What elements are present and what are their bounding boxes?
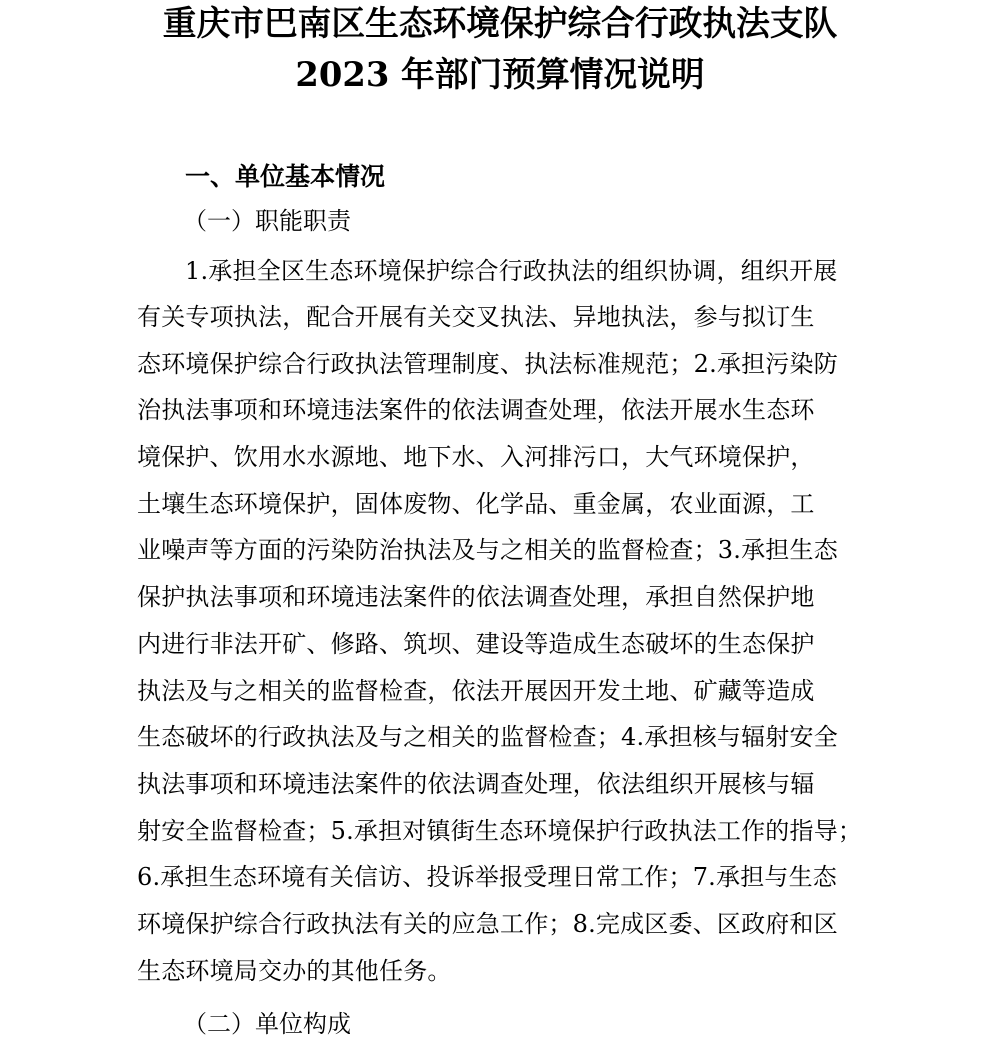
body-line: 1.承担全区生态环境保护综合行政执法的组织协调，组织开展 [185,257,838,285]
body-line: 土壤生态环境保护，固体废物、化学品、重金属，农业面源，工 [137,490,815,518]
body-line: 6.承担生态环境有关信访、投诉举报受理日常工作；7.承担与生态 [137,863,837,891]
body-line: 执法及与之相关的监督检查，依法开展因开发土地、矿藏等造成 [137,677,815,705]
body-line: 业噪声等方面的污染防治执法及与之相关的监督检查；3.承担生态 [137,536,838,564]
document-title-line-2: 2023 年部门预算情况说明 [295,55,705,95]
document-title-line-1: 重庆市巴南区生态环境保护综合行政执法支队 [162,4,838,44]
body-line: 境保护、饮用水水源地、地下水、入河排污口，大气环境保护， [137,443,815,471]
body-line: 生态环境局交办的其他任务。 [137,957,452,985]
section-heading-basic-info: 一、单位基本情况 [185,162,386,191]
body-line: 态环境保护综合行政执法管理制度、执法标准规范；2.承担污染防 [137,350,838,378]
body-line: 有关专项执法，配合开展有关交叉执法、异地执法，参与拟订生 [137,303,815,331]
body-line: 内进行非法开矿、修路、筑坝、建设等造成生态破坏的生态保护 [137,630,815,658]
subsection-heading-composition: （二）单位构成 [183,1010,351,1038]
body-line: 生态破坏的行政执法及与之相关的监督检查；4.承担核与辐射安全 [137,723,838,751]
body-line: 环境保护综合行政执法有关的应急工作；8.完成区委、区政府和区 [137,910,838,938]
body-line: 保护执法事项和环境违法案件的依法调查处理，承担自然保护地 [137,583,815,611]
body-line: 射安全监督检查；5.承担对镇街生态环境保护行政执法工作的指导； [137,817,863,845]
subsection-heading-functions: （一）职能职责 [183,207,351,235]
body-line: 治执法事项和环境违法案件的依法调查处理，依法开展水生态环 [137,396,815,424]
body-line: 执法事项和环境违法案件的依法调查处理，依法组织开展核与辐 [137,770,815,798]
